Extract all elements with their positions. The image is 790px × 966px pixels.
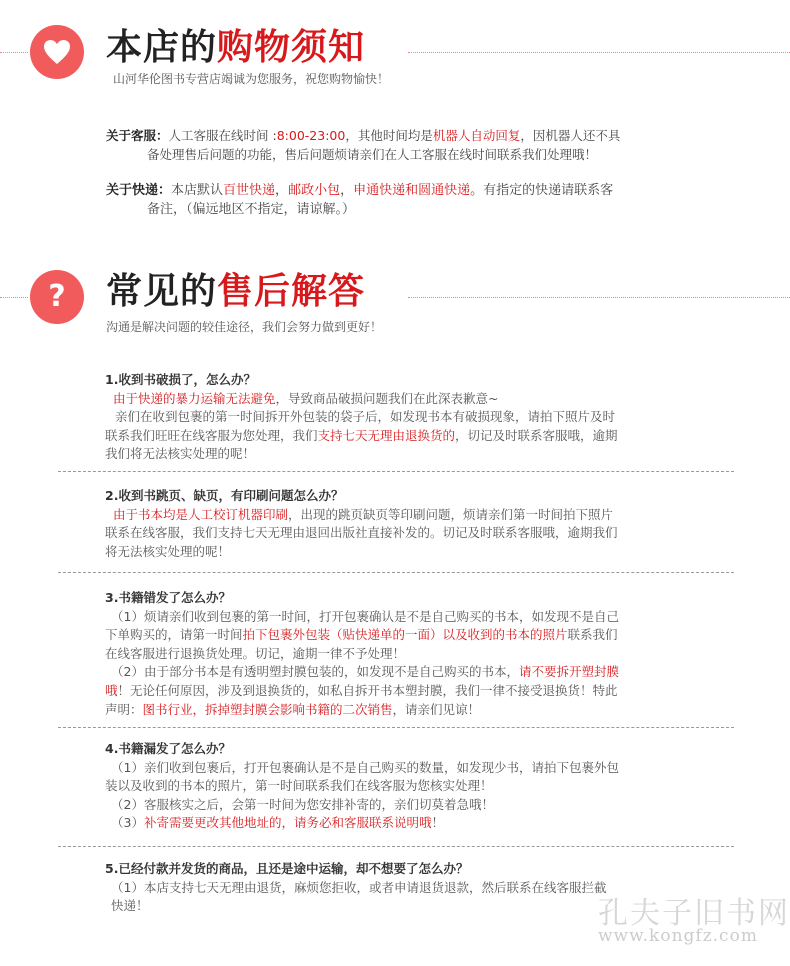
question-title: 3.书籍错发了怎么办？: [105, 590, 231, 605]
answer-text: ，请亲们见谅！: [392, 701, 481, 717]
answer-highlight: 由于快递的暴力运输无法避免: [113, 390, 276, 406]
answer-text: 联系我们旺旺在线客服为您处理，我们: [105, 427, 318, 443]
question-title: 4.书籍漏发了怎么办？: [105, 741, 231, 756]
divider-left: [0, 297, 28, 298]
answer-text: （2）由于部分书本是有透明塑封膜包装的，如发现不是自己购买的书本，: [111, 664, 519, 680]
shipping-text: 。: [470, 183, 484, 198]
answer-text: ，切记及时联系客服哦，逾期: [455, 427, 618, 443]
heart-icon-badge: [30, 25, 84, 79]
shipping-courier: 百世快递: [223, 183, 276, 198]
answer-text: 下单购买的，请第一时间: [105, 627, 243, 643]
service-text: ，因机器人还不具: [520, 128, 621, 143]
answer-highlight: 图书行业，拆掉塑封膜会影响书籍的二次销售: [142, 701, 393, 717]
answer-text: 我们将无法核实处理的呢！: [105, 446, 256, 462]
service-text: ，其他时间均是: [345, 128, 433, 143]
section-subtitle: 山河华伦图书专营店竭诚为您服务，祝您购物愉快！: [113, 72, 390, 86]
answer-text: 联系在线客服，我们支持七天无理由退回出版社直接补发的。切记及时联系客服哦，逾期我们: [105, 525, 618, 541]
service-hours: 8:00-23:00: [276, 128, 346, 143]
qa-divider: [58, 846, 734, 847]
heart-icon: [43, 39, 71, 65]
shipping-text: ，: [340, 183, 354, 198]
question-title: 5.已经付款并发货的商品，且还是途中运输，却不想要了怎么办？: [105, 861, 469, 876]
shipping-text: ，: [275, 183, 289, 198]
answer-highlight: 补寄需要更改其他地址的，请务必和客服联系说明哦: [143, 815, 432, 831]
answer-highlight: 拍下包裹外包装（贴快递单的一面）以及收到的书本的照片: [242, 627, 568, 643]
shipping-line2: 备注，（偏远地区不指定，请谅解。）: [147, 202, 356, 217]
answer-highlight: 支持七天无理由退换货的: [317, 427, 456, 443]
service-text: 人工客服在线时间 :: [168, 128, 277, 143]
answer-text: ！无论任何原因，涉及到退换货的，如私自拆开书本塑封膜，我们一律不接受退换货！特此: [117, 682, 618, 698]
qa-divider: [58, 572, 734, 573]
answer-highlight: 请不要拆开塑封膜: [518, 664, 619, 680]
qa-item-2: [105, 487, 690, 561]
answer-text: 快递！: [111, 898, 149, 914]
answer-text: 在线客服进行退换货处理。切记，逾期一律不予处理！: [105, 645, 406, 661]
answer-text: 装以及收到的书本的照片，第一时间联系我们在线客服为您核实处理！: [105, 778, 493, 794]
question-icon-badge: [30, 270, 84, 324]
question-title: 2.收到书跳页、缺页，有印刷问题怎么办？: [105, 488, 344, 503]
answer-text: 亲们在收到包裹的第一时间拆开外包装的袋子后，如发现书本有破损现象，请拍下照片及时: [115, 409, 616, 425]
title-black-part: 本店的: [106, 27, 218, 68]
divider-left: [0, 52, 28, 53]
shipping-label: 关于快递：: [106, 183, 172, 198]
title-red-part: 购物须知: [217, 27, 366, 68]
watermark-url: www.kongfz.com: [598, 926, 758, 946]
service-notice: [106, 126, 706, 164]
answer-text: ！: [431, 815, 444, 831]
divider-right: [408, 52, 790, 53]
answer-text: （2）客服核实之后，会第一时间为您安排补寄的，亲们切莫着急哦！: [111, 796, 494, 812]
shipping-courier: 申通快递和圆通快递: [353, 183, 471, 198]
answer-text: ，出现的跳页缺页等印刷问题，烦请亲们第一时间拍下照片: [288, 506, 614, 522]
qa-item-3: [105, 589, 690, 719]
answer-text: （1）亲们收到包裹后，打开包裹确认是不是自己购买的数量，如发现少书，请拍下包裹外包: [111, 759, 619, 775]
answer-text: （1）烦请亲们收到包裹的第一时间，打开包裹确认是不是自己购买的书本，如发现不是自己: [111, 608, 619, 624]
answer-text: （1）本店支持七天无理由退货，麻烦您拒收，或者申请退货退款，然后联系在线客服拦截: [111, 879, 607, 895]
section-subtitle: 沟通是解决问题的较佳途径，我们会努力做到更好！: [106, 320, 383, 334]
shipping-notice: [106, 181, 716, 219]
answer-text: 声明：: [105, 701, 143, 717]
service-label: 关于客服：: [106, 128, 169, 143]
question-icon: ?: [48, 279, 66, 314]
watermark-logo: 孔夫子旧书网: [598, 896, 790, 931]
qa-item-1: [105, 371, 690, 464]
answer-text: （3）: [111, 815, 144, 831]
answer-text: 联系我们: [567, 627, 618, 643]
qa-divider: [58, 471, 734, 472]
answer-highlight: 哦: [105, 682, 118, 698]
section-title-shopping: [106, 27, 366, 68]
shipping-text: 有指定的快递请联系客: [483, 183, 614, 198]
title-black-part: 常见的: [106, 271, 218, 312]
title-red-part: 售后解答: [217, 271, 366, 312]
answer-highlight: 由于书本均是人工校订机器印刷: [113, 506, 289, 522]
service-robot: 机器人自动回复: [432, 128, 521, 143]
question-title: 1.收到书破损了，怎么办？: [105, 372, 256, 387]
section-title-after-sales: [106, 271, 366, 312]
service-line2: 备处理售后问题的功能，售后问题烦请亲们在人工客服在线时间联系我们处理哦！: [147, 147, 598, 162]
qa-item-4: [105, 740, 690, 833]
answer-text: ，导致商品破损问题我们在此深表歉意~: [275, 390, 499, 406]
qa-divider: [58, 727, 734, 728]
shipping-courier: 邮政小包: [288, 183, 341, 198]
shipping-text: 本店默认: [171, 183, 224, 198]
divider-right: [408, 297, 790, 298]
answer-text: 将无法核实处理的呢！: [105, 543, 231, 559]
